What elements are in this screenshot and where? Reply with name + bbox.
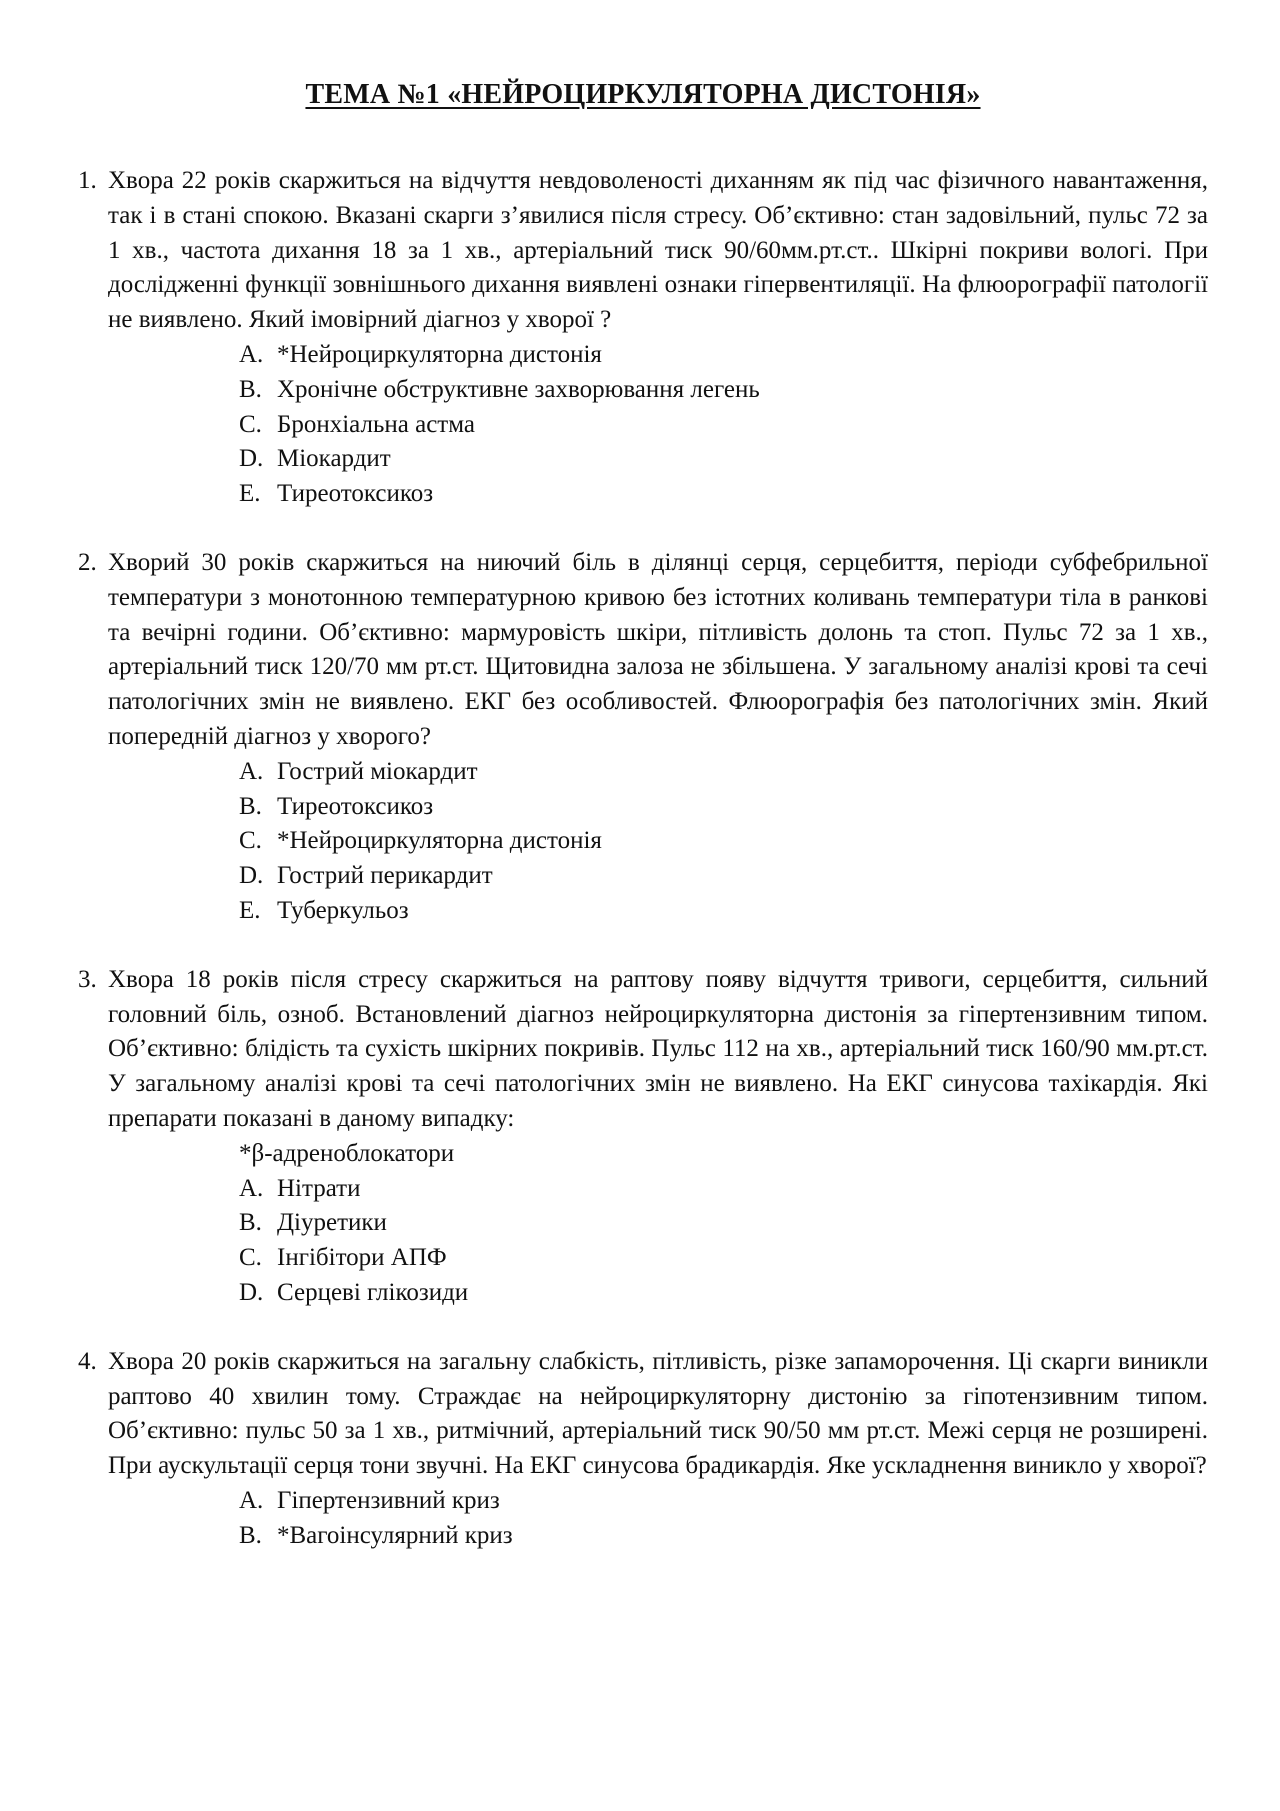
question-body bbox=[108, 546, 1208, 929]
answer-option bbox=[239, 1206, 1208, 1241]
question-item bbox=[78, 963, 1208, 1311]
question-item bbox=[78, 546, 1208, 929]
option-text: Інгібітори АПФ bbox=[277, 1244, 447, 1272]
option-letter: B. bbox=[239, 1521, 262, 1549]
answer-options bbox=[108, 338, 1208, 512]
option-letter: E. bbox=[239, 480, 261, 508]
document-title: ТЕМА №1 «НЕЙРОЦИРКУЛЯТОРНА ДИСТОНІЯ» bbox=[305, 79, 981, 110]
answer-option bbox=[239, 408, 1208, 443]
option-letter: D. bbox=[239, 862, 264, 890]
option-text: *Нейроциркуляторна дистонія bbox=[277, 340, 602, 368]
answer-option bbox=[239, 1137, 1208, 1172]
answer-option bbox=[239, 1172, 1208, 1207]
option-text: *β-адреноблокатори bbox=[239, 1139, 455, 1167]
option-letter: E. bbox=[239, 896, 261, 924]
answer-options bbox=[108, 1137, 1208, 1311]
answer-option bbox=[239, 338, 1208, 373]
option-text: Гострий перикардит bbox=[277, 862, 493, 890]
option-text: Гіпертензивний криз bbox=[277, 1486, 500, 1514]
option-letter: C. bbox=[239, 410, 262, 438]
option-letter: C. bbox=[239, 827, 262, 855]
answer-option bbox=[239, 859, 1208, 894]
option-letter: A. bbox=[239, 1486, 264, 1514]
answer-option bbox=[239, 477, 1208, 512]
question-body bbox=[108, 1345, 1208, 1554]
question-number: 1. bbox=[78, 167, 97, 194]
question-number: 4. bbox=[78, 1347, 97, 1375]
answer-option bbox=[239, 790, 1208, 825]
answer-option bbox=[239, 1519, 1208, 1554]
option-text: Міокардит bbox=[277, 445, 391, 473]
answer-option bbox=[239, 755, 1208, 790]
option-letter: B. bbox=[239, 1209, 262, 1237]
question-text: Хвора 18 років після стресу скаржиться на раптову появу відчуття тривоги, серцебиття, сильний головний біль, озноб. Встановлений діагноз нейроциркуляторна дистонія за гіпертензивним типом. Об’єктивно: блідість та сухість шкірних покривів. Пульс 112 на хв., артеріальний тиск 160/90 мм.рт.ст. У загальному аналізі крові та сечі патологічних змін не виявлено. На ЕКГ синусова тахікардія. Які препарати показані в даному випадку: bbox=[108, 965, 1208, 1132]
question-number: 2. bbox=[78, 548, 97, 576]
answer-option bbox=[239, 1484, 1208, 1519]
question-text: Хвора 22 років скаржиться на відчуття невдоволеності диханням як під час фізичного навантаження, так і в стані спокою. Вказані скарги з’явилися після стресу. Об’єктивно: стан задовільний, пульс 72 за 1 хв., частота дихання 18 за 1 хв., артеріальний тиск 90/60мм.рт.ст.. Шкірні покриви вологі. При дослідженні функції зовнішнього дихання виявлені ознаки гіпервентиляції. На флюорографії патології не виявлено. Який імовірний діагноз у хворої ? bbox=[108, 167, 1208, 334]
option-text: *Вагоінсулярний криз bbox=[277, 1521, 513, 1549]
option-text: Бронхіальна астма bbox=[277, 410, 475, 438]
question-body bbox=[108, 963, 1208, 1311]
option-letter: A. bbox=[239, 1174, 264, 1202]
option-letter: D. bbox=[239, 445, 264, 473]
option-letter: A. bbox=[239, 757, 264, 785]
answer-option bbox=[239, 1241, 1208, 1276]
question-text: Хворий 30 років скаржиться на ниючий біль в ділянці серця, серцебиття, періоди субфебрильної температури з монотонною температурною кривою без істотних коливань температури тіла в ранкові та вечірні години. Об’єктивно: мармуровість шкіри, пітливість долонь та стоп. Пульс 72 за 1 хв., артеріальний тиск 120/70 мм рт.ст. Щитовидна залоза не збільшена. У загальному аналізі крові та сечі патологічних змін не виявлено. ЕКГ без особливостей. Флюорографія без патологічних змін. Який попередній діагноз у хворого? bbox=[108, 548, 1208, 750]
option-text: Тиреотоксикоз bbox=[277, 792, 434, 820]
answer-options bbox=[108, 755, 1208, 929]
option-letter: B. bbox=[239, 792, 262, 820]
answer-option bbox=[239, 373, 1208, 408]
option-letter: A. bbox=[239, 340, 264, 368]
question-list bbox=[78, 164, 1208, 1553]
option-text: Діуретики bbox=[277, 1209, 387, 1237]
option-letter: B. bbox=[239, 375, 262, 403]
option-text: Тиреотоксикоз bbox=[277, 480, 434, 508]
question-number: 3. bbox=[78, 965, 97, 993]
answer-option bbox=[239, 824, 1208, 859]
option-letter: C. bbox=[239, 1244, 262, 1272]
answer-option bbox=[239, 1276, 1208, 1311]
answer-options bbox=[108, 1484, 1208, 1554]
option-text: Туберкульоз bbox=[277, 896, 409, 924]
question-item bbox=[78, 164, 1208, 512]
option-text: Нітрати bbox=[277, 1174, 361, 1202]
option-text: Хронічне обструктивне захворювання легень bbox=[277, 375, 760, 403]
option-text: Гострий міокардит bbox=[277, 757, 478, 785]
question-item bbox=[78, 1345, 1208, 1554]
answer-option bbox=[239, 442, 1208, 477]
question-text: Хвора 20 років скаржиться на загальну слабкість, пітливість, різке запаморочення. Ці скарги виникли раптово 40 хвилин тому. Страждає на нейроциркуляторну дистонію за гіпотензивним типом. Об’єктивно: пульс 50 за 1 хв., ритмічний, артеріальний тиск 90/50 мм рт.ст. Межі серця не розширені. При аускультації серця тони звучні. На ЕКГ синусова брадикардія. Яке ускладнення виникло у хворої? bbox=[108, 1347, 1208, 1480]
option-text: Серцеві глікозиди bbox=[277, 1278, 469, 1306]
answer-option bbox=[239, 894, 1208, 929]
question-body bbox=[108, 164, 1208, 512]
option-letter: D. bbox=[239, 1278, 264, 1306]
option-text: *Нейроциркуляторна дистонія bbox=[277, 827, 602, 855]
